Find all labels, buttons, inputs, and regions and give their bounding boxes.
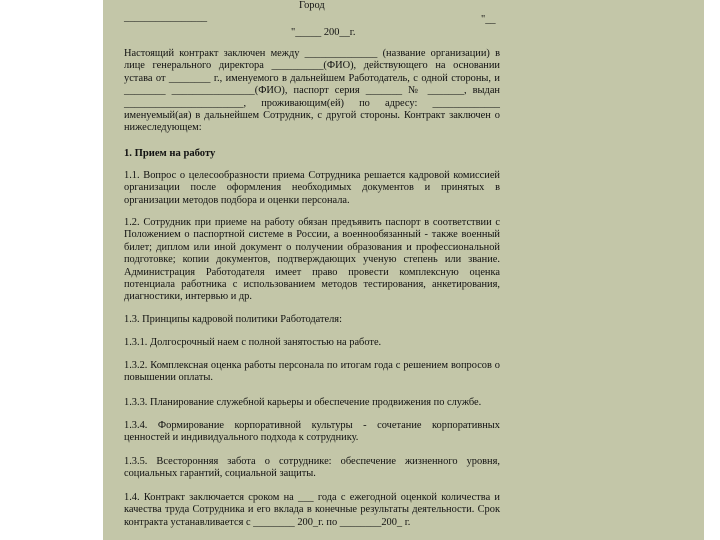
clause-1-3-3: 1.3.3. Планирование служебной карьеры и обеспечение продвижения по службе. [124, 397, 482, 408]
section-1-title: 1. Прием на работу [124, 148, 216, 159]
document-page [103, 0, 704, 540]
clause-1-3-1: 1.3.1. Долгосрочный наем с полной занятостью на работе. [124, 337, 382, 348]
city-blank: ________________ [124, 12, 208, 23]
clause-1-3-5: 1.3.5. Всесторонняя забота о сотруднике: обеспечение жизненного уровня, социальных гарантий, социальной защиты. [124, 456, 500, 480]
city-label: Город [299, 0, 325, 11]
clause-1-2: 1.2. Сотрудник при приеме на работу обязан предъявить паспорт в соответствии с Положением о паспортной системе в России, а военнообязанный - также военный билет; диплом или иной документ о получении образования и профессиональной подготовке; копии документов, подтверждающих ученую степень или звание. Администрация Работодателя имеет право провести комплексную оценка потенциала работника с использованием методов тестирования, анкетирования, диагностики, интервью и др. [124, 217, 500, 303]
clause-1-3-4: 1.3.4. Формирование корпоративной культуры - сочетание корпоративных ценностей и индивидуального подхода к сотруднику. [124, 420, 500, 444]
clause-1-4: 1.4. Контракт заключается сроком на ___ года с ежегодной оценкой количества и качества труда Сотрудника и его вклада в конечные результаты деятельности. Срок контракта устанавливается с ________ 200_г. по ________200_ г. [124, 492, 500, 528]
date-line: "_____ 200__г. [291, 27, 356, 38]
clause-1-3-2: 1.3.2. Комплексная оценка работы персонала по итогам года с решением вопросов о повышении оплаты. [124, 360, 500, 384]
intro-paragraph: Настоящий контракт заключен между ______________ (название организации) в лице генерального директора __________(ФИО), действующего на основании устава от ________ г., именуемого в дальнейшем Работодатель, с одной стороны, и ________ ________________(ФИО), паспорт серия _______ № _______, выдан _______________________, проживающим(ей) по адресу: _____________ именуемый(ая) в дальнейшем Сотрудник, с другой стороны. Контракт заключен о нижеследующем: [124, 48, 500, 134]
date-quote-mark: "__ [481, 14, 496, 25]
clause-1-1: 1.1. Вопрос о целесообразности приема Сотрудника решается кадровой комиссией организации после оформления необходимых документов и принятых в организации методов подбора и оценки персонала. [124, 170, 500, 206]
clause-1-3: 1.3. Принципы кадровой политики Работодателя: [124, 314, 342, 325]
